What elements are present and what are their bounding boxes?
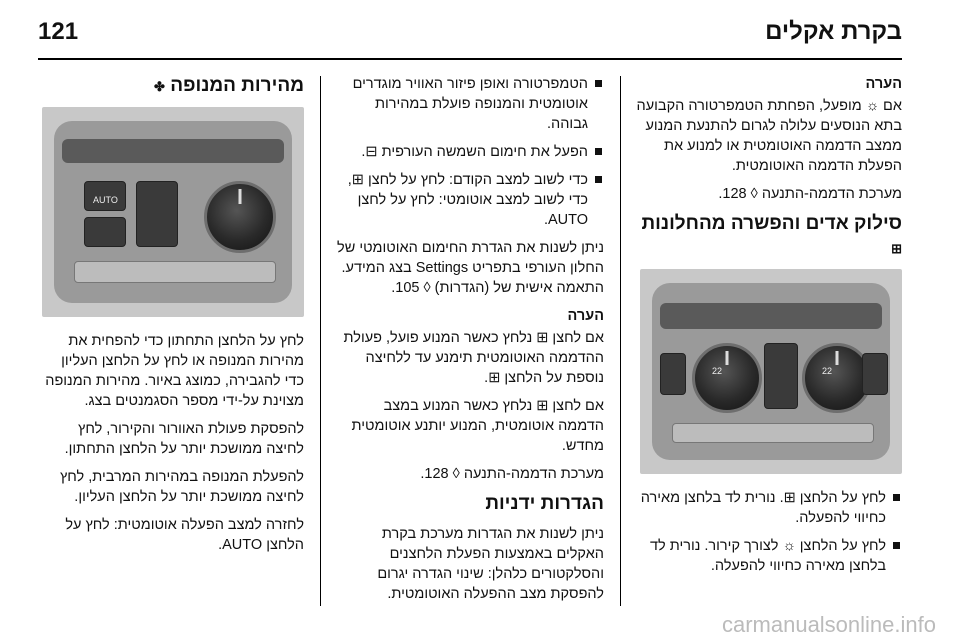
auto-button xyxy=(84,181,126,211)
note-middle-p1: אם לחצן ⊞ נלחץ כאשר המנוע פועל, פעולת ההדממה האוטומטית תימנע עד ללחיצה נוספת על הלחצן ⊞. xyxy=(343,330,604,386)
bullet-mid-3: כדי לשוב למצב הקודם: לחץ על לחצן ⊞, כדי לשוב למצב אוטומטי: לחץ על לחצן AUTO. xyxy=(336,170,604,230)
section-title-fan: מהירות המנופה ✤ xyxy=(40,74,304,99)
column-right xyxy=(636,74,902,584)
manual-settings-body: ניתן לשנות את הגדרות מערכת בקרת האקלים באמצעות הפעלת הלחצנים והסלקטורים כלהלן: שינוי הגדרה יגרום להפסקת מצב ההפעלה האוטומטית. xyxy=(377,526,604,602)
temperature-knob-left xyxy=(692,343,762,413)
fan-paragraph-2: להפסקת פעולת האוורור והקירור, לחץ לחיצה ממושכת יותר על הלחצן התחתון. xyxy=(64,421,304,457)
fan-paragraph-1: לחץ על הלחצן התחתון כדי להפחית את מהירות המנופה או לחץ על הלחצן העליון כדי להגבירה, כמוצג באיור. מהירות המנופה מצוינת על-ידי מספר הסגמנטים בצג. xyxy=(45,333,304,409)
page-header xyxy=(38,14,902,54)
climate-panel-image-defrost xyxy=(640,269,902,474)
defrost-icon: ⊞ xyxy=(891,241,902,256)
page-number: 121 xyxy=(38,18,79,45)
fan-button-group xyxy=(136,181,178,247)
climate-panel-image-fan xyxy=(42,107,304,317)
auto-label: AUTO xyxy=(93,195,118,205)
fan-paragraph-3: להפעלת המנופה במהירות המרבית, לחץ לחיצה ממושכת יותר על הלחצן העליון. xyxy=(59,469,304,505)
bullet-mid-2: הפעל את חימום השמשה העורפית ⊟. xyxy=(336,142,604,162)
bullet-defrost-2: לחץ על הלחצן ☼ לצורך קירור. נורית לד בלחצן מאירה כחיווי להפעלה. xyxy=(636,536,902,576)
temp-label-left: 22 xyxy=(712,366,723,376)
column-left xyxy=(40,74,304,563)
button-left-side xyxy=(660,353,686,395)
section-title-defrost: סילוק אדים והפשרה מהחלונות ⊞ xyxy=(636,212,902,261)
column-divider-right xyxy=(620,76,621,606)
bullet-mid-1: הטמפרטורה ואופן פיזור האוויר מוגדרים אוטומטית והמנופה פועלת במהירות גבוהה. xyxy=(336,74,604,134)
column-middle xyxy=(336,74,604,612)
center-buttons xyxy=(764,343,798,409)
note-body: אם ☼ מופעל, הפחתת הטמפרטורה הקבועה בתא הנוסעים עלולה לגרום להתנעת המנוע ממצב הדממה האוטומטית או למנוע את הפעלת הדממה האוטומטית. xyxy=(636,98,902,174)
bullet-defrost-1: לחץ על הלחצן ⊞. נורית לד בלחצן מאירה כחיווי להפעלה. xyxy=(636,488,902,528)
display-strip xyxy=(660,303,882,329)
fan-paragraph-4: לחזרה למצב הפעלה אוטומטית: לחץ על הלחצן AUTO. xyxy=(65,517,304,553)
note-reference: מערכת הדממה-התנעה ◊ 128. xyxy=(718,186,902,202)
note-title: הערה xyxy=(865,76,902,92)
watermark: carmanualsonline.info xyxy=(721,612,936,637)
settings-paragraph: ניתן לשנות את הגדרת החימום האוטומטי של החלון העורפי בתפריט Settings בצג המידע. התאמה אישית של (הגדרות) ◊ 105. xyxy=(337,240,604,296)
section-title-manual: הגדרות ידניות xyxy=(485,493,604,514)
note-title-middle: הערה xyxy=(567,308,604,324)
lower-button-row xyxy=(672,423,874,443)
header-rule xyxy=(38,58,902,60)
fan-button-lower xyxy=(84,217,126,247)
note-middle-p2: אם לחצן ⊞ נלחץ כאשר המנוע במצב הדממה אוטומטית, המנוע יותנע אוטומטית מחדש. xyxy=(351,398,604,454)
lower-button-row-fan xyxy=(74,261,276,283)
display-strip-fan xyxy=(62,139,284,163)
temp-label-right: 22 xyxy=(822,366,833,376)
page-title: בקרת אקלים xyxy=(765,18,902,45)
fan-knob xyxy=(204,181,276,253)
note-middle-reference: מערכת הדממה-התנעה ◊ 128. xyxy=(420,466,604,482)
column-divider-left xyxy=(320,76,321,606)
fan-icon: ✤ xyxy=(154,79,165,94)
button-right-side xyxy=(862,353,888,395)
